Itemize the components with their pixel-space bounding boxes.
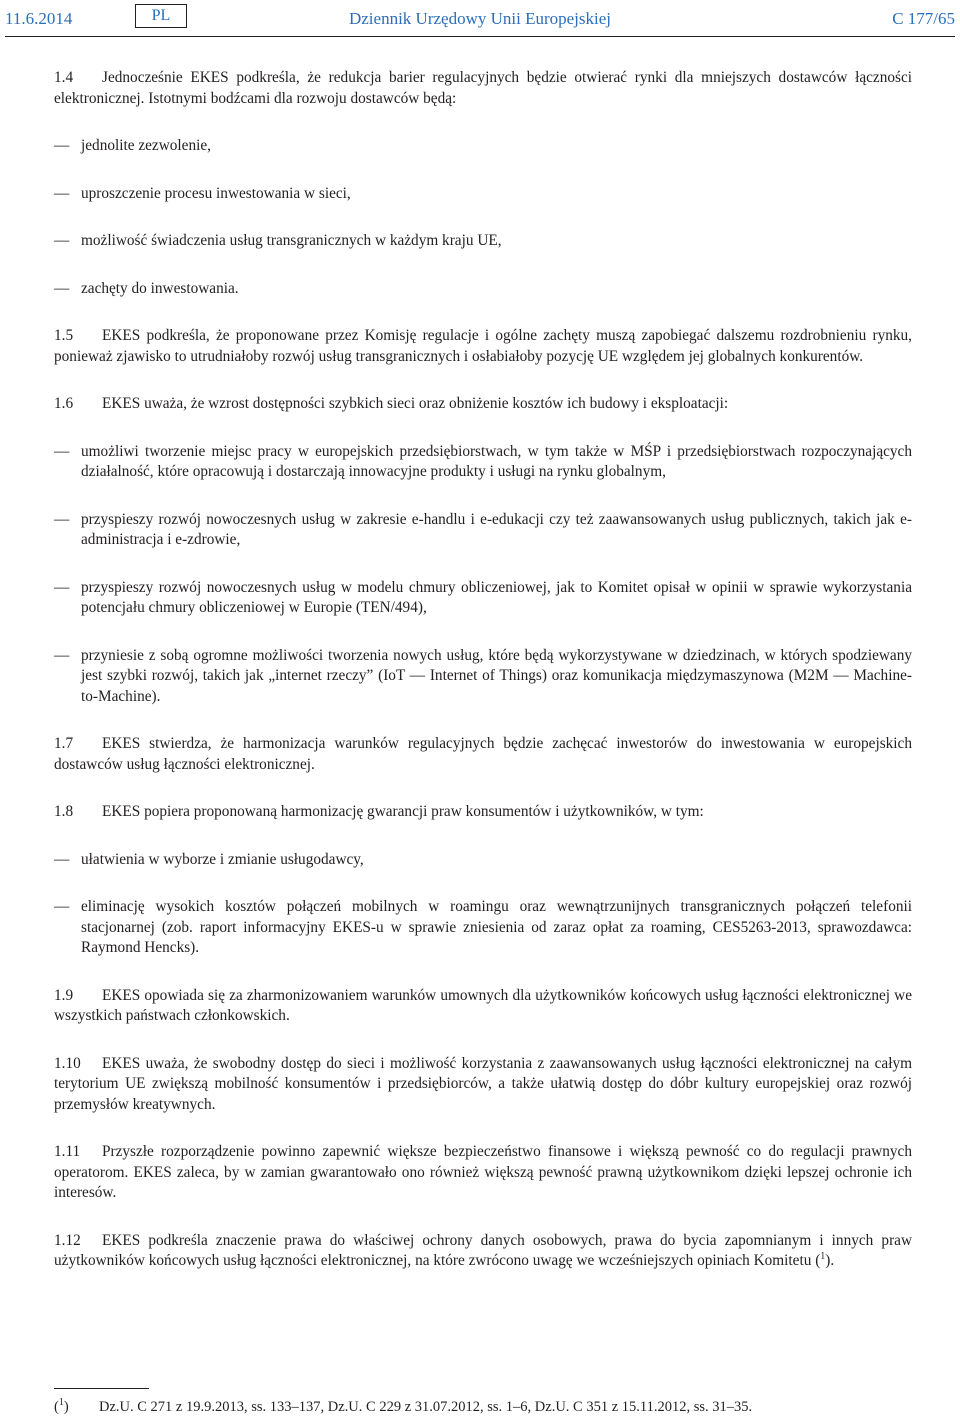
- paragraph-text-tail: ).: [825, 1252, 835, 1269]
- list-item: [54, 184, 912, 205]
- footnote-mark: [54, 1398, 99, 1416]
- paragraph-text: EKES popiera proponowaną harmonizację gwarancji praw konsumentów i użytkowników, w tym:: [102, 803, 704, 820]
- paragraph-1-11: [54, 1142, 912, 1204]
- footnote-divider: [54, 1388, 149, 1389]
- dash-marker: —: [54, 510, 70, 528]
- list-item-text: umożliwi tworzenie miejsc pracy w europejskich przedsiębiorstwach, w tym także w MŚP i przedsiębiorstwach rozpoczynających działalność, które opracowują i dostarczają innowacyjne produkty i usługi na rynku globalnym,: [81, 442, 912, 480]
- paragraph-1-5: [54, 326, 912, 367]
- list-item: [54, 136, 912, 157]
- paragraph-1-8: [54, 802, 912, 823]
- paragraph-text: EKES podkreśla znaczenie prawa do właściwej ochrony danych osobowych, prawa do bycia zapomnianym i innych praw użytkowników końcowych usług łączności elektronicznej, na które zwrócono uwagę we wcześniejszych opiniach Komitetu (: [54, 1231, 912, 1269]
- list-item-text: jednolite zezwolenie,: [81, 137, 211, 154]
- paragraph-1-9: [54, 986, 912, 1027]
- list-item-text: eliminację wysokich kosztów połączeń mobilnych w roamingu oraz wewnątrzunijnych transgranicznych połączeń telefonii stacjonarnej (zob. raport informacyjny EKES-u w sprawie zniesienia od zaraz opłat za roaming, CES5263-2013, sprawozdawca: Raymond Hencks).: [81, 898, 912, 956]
- list-item-text: przyspieszy rozwój nowoczesnych usług w modelu chmury obliczeniowej, jak to Komitet opisał w opinii w sprawie wykorzystania potencjału chmury obliczeniowej w Europie (TEN/494),: [81, 578, 912, 616]
- dash-marker: —: [54, 898, 70, 915]
- paragraph-1-7: [54, 734, 912, 775]
- list-item-text: uproszczenie procesu inwestowania w sieci,: [81, 184, 351, 202]
- paragraph-text: EKES uważa, że swobodny dostęp do sieci i możliwość korzystania z zaawansowanych usług łączności elektronicznej na całym terytorium UE zwiększą mobilność konsumentów i przedsiębiorców, a także ułatwią dostęp do dóbr kultury europejskiej oraz rozwój przemysłów kreatywnych.: [54, 1054, 912, 1113]
- paragraph-number: 1.12: [54, 1231, 81, 1249]
- list-item-text: przyniesie z sobą ogromne możliwości tworzenia nowych usług, które będą wykorzystywane w dziedzinach, w których spodziewany jest szybki rozwój, takich jak „internet rzeczy” (IoT — Internet of Things) oraz komunikacja międzymaszynowa (M2M — Machine-to-Machine).: [81, 646, 912, 705]
- list-item-text: zachęty do inwestowania.: [81, 279, 239, 297]
- dash-marker: —: [54, 232, 70, 249]
- paragraph-number: 1.9: [54, 986, 74, 1004]
- journal-title: Dziennik Urzędowy Unii Europejskiej: [348, 9, 611, 28]
- document-body: [54, 68, 912, 1272]
- list-item: [54, 231, 912, 252]
- dash-marker: —: [54, 184, 70, 202]
- paragraph-1-10: [54, 1054, 912, 1116]
- paragraph-1-6: [54, 394, 912, 415]
- list-item-text: możliwość świadczenia usług transgranicznych w każdym kraju UE,: [81, 232, 502, 249]
- dash-marker: —: [54, 578, 70, 596]
- paragraph-1-12: [54, 1231, 912, 1272]
- list-item: [54, 646, 912, 708]
- paragraph-text: Jednocześnie EKES podkreśla, że redukcja barier regulacyjnych będzie otwierać rynki dla mniejszych dostawców łączności elektronicznej. Istotnymi bodźcami dla rozwoju dostawców będą:: [54, 69, 912, 107]
- footnote-mark-close: ): [63, 1399, 69, 1415]
- paragraph-number: 1.11: [54, 1143, 81, 1160]
- paragraph-number: 1.5: [54, 327, 74, 344]
- paragraph-text: EKES stwierdza, że harmonizacja warunków regulacyjnych będzie zachęcać inwestorów do inwestowania w europejskich dostawców usług łączności elektronicznej.: [54, 735, 912, 773]
- footnote-mark-open: (: [54, 1399, 59, 1415]
- list-item: [54, 850, 912, 871]
- list-item: [54, 510, 912, 551]
- dash-marker: —: [54, 646, 70, 664]
- footnote-text: Dz.U. C 271 z 19.9.2013, ss. 133–137, Dz.U. C 229 z 31.07.2012, ss. 1–6, Dz.U. C 351 z 15.11.2012, ss. 31–35.: [99, 1399, 753, 1415]
- footnote-mark-number: 1: [58, 1397, 64, 1409]
- paragraph-number: 1.7: [54, 735, 74, 752]
- list-item: [54, 442, 912, 483]
- dash-marker: —: [54, 850, 70, 868]
- language-badge: PL: [135, 4, 187, 28]
- paragraph-number: 1.8: [54, 803, 74, 820]
- list-item: [54, 578, 912, 619]
- dash-marker: —: [54, 279, 70, 297]
- paragraph-number: 1.10: [54, 1054, 81, 1072]
- page-header: [5, 6, 955, 32]
- dash-marker: —: [54, 442, 70, 460]
- paragraph-text: EKES podkreśla, że proponowane przez Komisję regulacje i ogólne zachęty muszą zapobiegać dalszemu rozdrobnieniu rynku, ponieważ zjawisko to utrudniałoby rozwój usług transgranicznych i osłabiałoby pozycję UE względem jej globalnych konkurentów.: [54, 327, 912, 365]
- paragraph-number: 1.4: [54, 69, 74, 86]
- dash-marker: —: [54, 137, 70, 154]
- list-item-text: przyspieszy rozwój nowoczesnych usług w zakresie e-handlu i e-edukacji czy też zaawansowanych usług publicznych, takich jak e-administracja i e-zdrowie,: [81, 510, 912, 548]
- paragraph-text: EKES uważa, że wzrost dostępności szybkich sieci oraz obniżenie kosztów ich budowy i eksploatacji:: [102, 395, 729, 412]
- header-divider: [5, 36, 955, 37]
- paragraph-text: Przyszłe rozporządzenie powinno zapewnić większe bezpieczeństwo finansowe i większą pewność co do regulacji prawnych operatorom. EKES zaleca, by w zamian gwarantowało ono również większą pewność prawną użytkownikom dzięki lepszej ochronie ich interesów.: [54, 1143, 912, 1201]
- footnote-reference[interactable]: 1: [820, 1250, 826, 1262]
- paragraph-1-4: [54, 68, 912, 109]
- list-item: [54, 897, 912, 959]
- list-item-text: ułatwienia w wyborze i zmianie usługodawcy,: [81, 850, 364, 868]
- page-number: C 177/65: [892, 9, 955, 28]
- header-date: 11.6.2014: [5, 9, 73, 28]
- footnote: [54, 1398, 912, 1416]
- paragraph-number: 1.6: [54, 395, 74, 412]
- list-item: [54, 279, 912, 300]
- paragraph-text: EKES opowiada się za zharmonizowaniem warunków umownych dla użytkowników końcowych usług łączności elektronicznej we wszystkich państwach członkowskich.: [54, 986, 912, 1024]
